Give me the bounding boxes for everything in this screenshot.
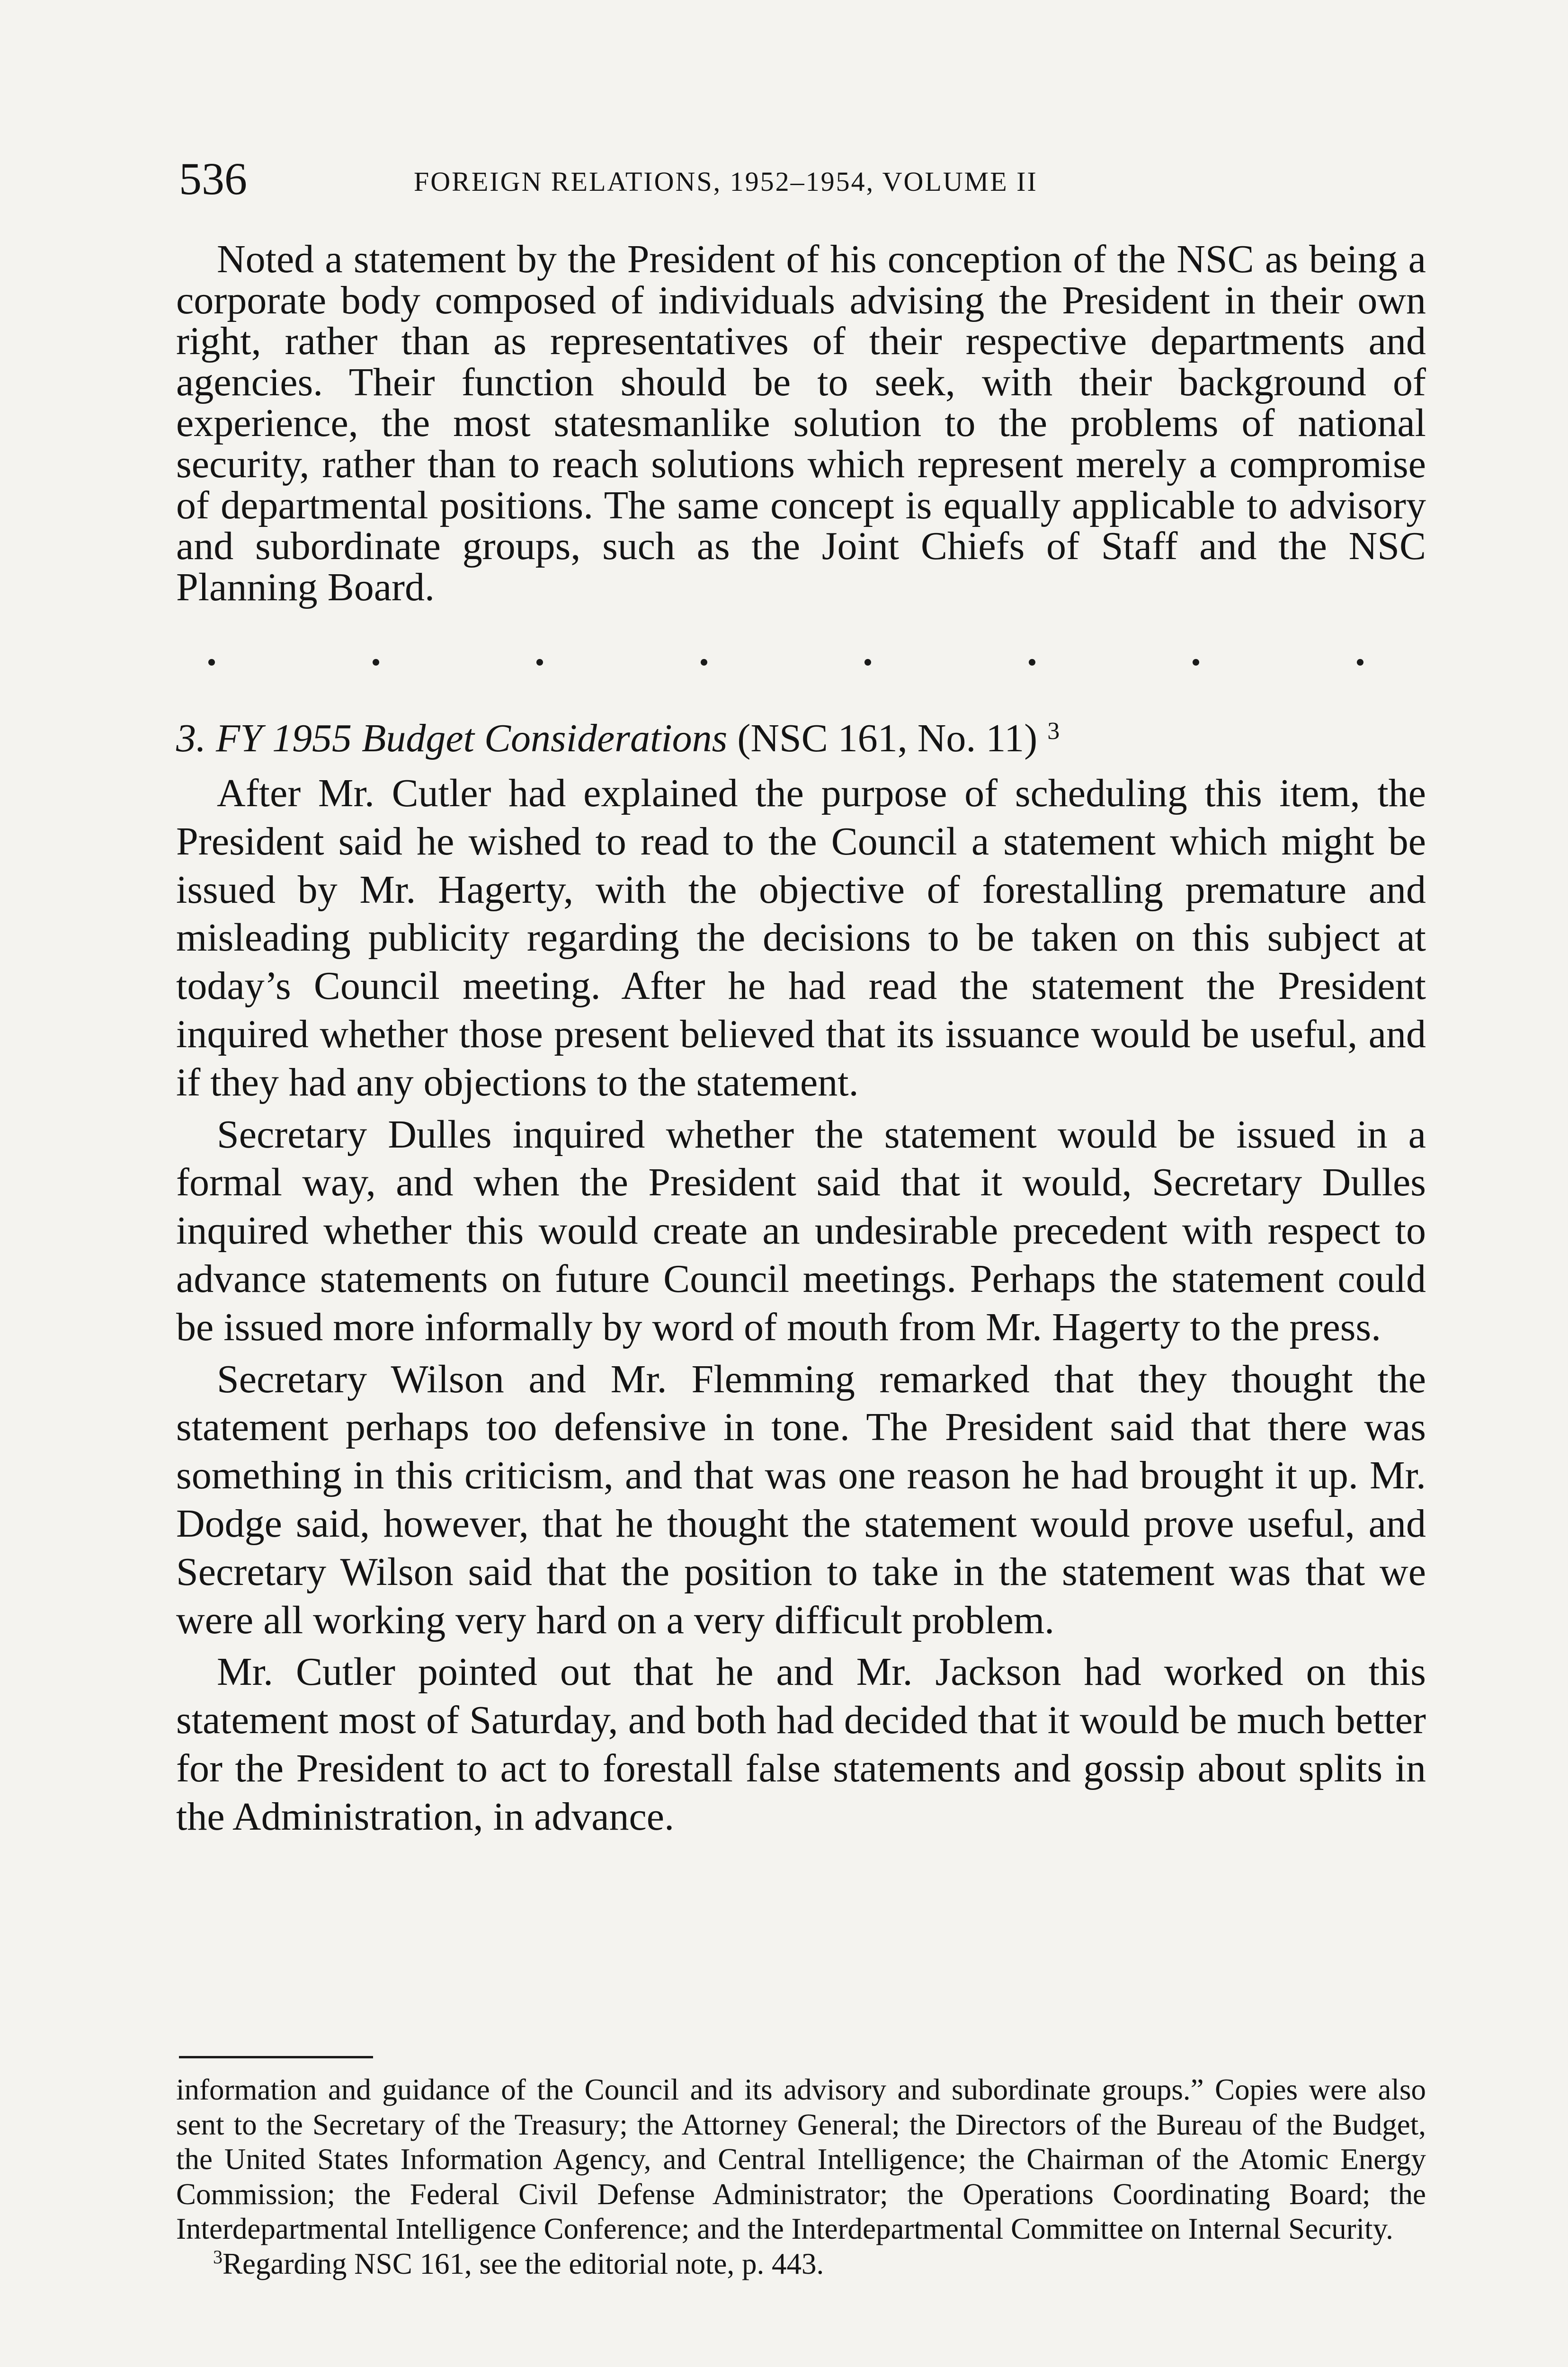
section-paragraph: After Mr. Cutler had explained the purpose of scheduling this item, the President said he wished to read to the Council a statement which might be issued by Mr. Hagerty, with the objective of forestalling premature and misleading publicity regarding the decisions to be taken on this subject at today’s Council meeting. After he had read the statement the President inquired whether those present believed that its issuance would be useful, and if they had any objections to the statement. [176,771,1426,1104]
footnote-3-text: Regarding NSC 161, see the editorial note, p. 443. [223,2247,824,2280]
footnote-3-marker: 3 [213,2246,223,2268]
section-body [176,769,1426,1845]
ellipsis-dot [1193,659,1199,666]
section-paragraph: Secretary Wilson and Mr. Flemming remarked that they thought the statement perhaps too defensive in tone. The President said that there was something in this criticism, and that was one reason he had brought it up. Mr. Dodge said, however, that he thought the statement would prove useful, and Secretary Wilson said that the position to take in the statement was that we were all working very hard on a very difficult problem. [176,1357,1426,1642]
section-reference: (NSC 161, No. 11) [737,716,1038,760]
footnote-marker: 3 [1047,718,1060,745]
ellipsis-dot [373,659,379,666]
running-head [179,151,1457,207]
ellipsis-dot [1029,659,1035,666]
footnote-3 [176,2247,1426,2282]
footnote-rule [179,2056,373,2058]
ellipsis-dot [701,659,707,666]
section-paragraph: Secretary Dulles inquired whether the statement would be issued in a formal way, and when the President said that it would, Secretary Dulles inquired whether this would create an undesirable precedent with respect to advance statements on future Council meetings. Perhaps the statement could be issued more informally by word of mouth from Mr. Hagerty to the press. [176,1112,1426,1349]
section-title: FY 1955 Budget Considerations [216,716,728,760]
page-number: 536 [179,153,247,204]
ellipsis-dot [1357,659,1363,666]
ellipsis-dot [536,659,543,666]
footnote-continuation: information and guidance of the Council and its advisory and subordinate groups.” Copies were also sent to the Secretary of the Treasury; the Attorney General; the Directors of the Bureau of the Budget, the United States Information Agency, and Central Intelligence; the Chairman of the Atomic Energy Commission; the Federal Civil Defense Administrator; the Operations Coordinating Board; the Interdepartmental Intelligence Conference; and the Interdepartmental Committee on Internal Security. [176,2073,1426,2245]
intro-paragraph: Noted a statement by the President of his conception of the NSC as being a corporate body composed of individuals advising the President in their own right, rather than as representatives of their respective departments and agencies. Their function should be to seek, with their background of experience, the most statesmanlike solution to the problems of national security, rather than to reach solutions which represent merely a compromise of departmental positions. The same concept is equally applicable to advisory and subordinate groups, such as the Joint Chiefs of Staff and the NSC Planning Board. [176,237,1426,609]
intro-paragraph-block [176,239,1426,608]
section-paragraph: Mr. Cutler pointed out that he and Mr. Jackson had worked on this statement most of Saturday, and both had decided that it would be much better for the President to act to forestall false statements and gossip about splits in the Administration, in advance. [176,1650,1426,1839]
omission-ellipsis [208,659,1363,666]
footnotes [176,2073,1426,2281]
ellipsis-dot [864,659,871,666]
running-title: FOREIGN RELATIONS, 1952–1954, VOLUME II [414,166,1038,197]
section-number: 3. [176,716,206,760]
section-heading [176,712,1060,765]
ellipsis-dot [208,659,215,666]
